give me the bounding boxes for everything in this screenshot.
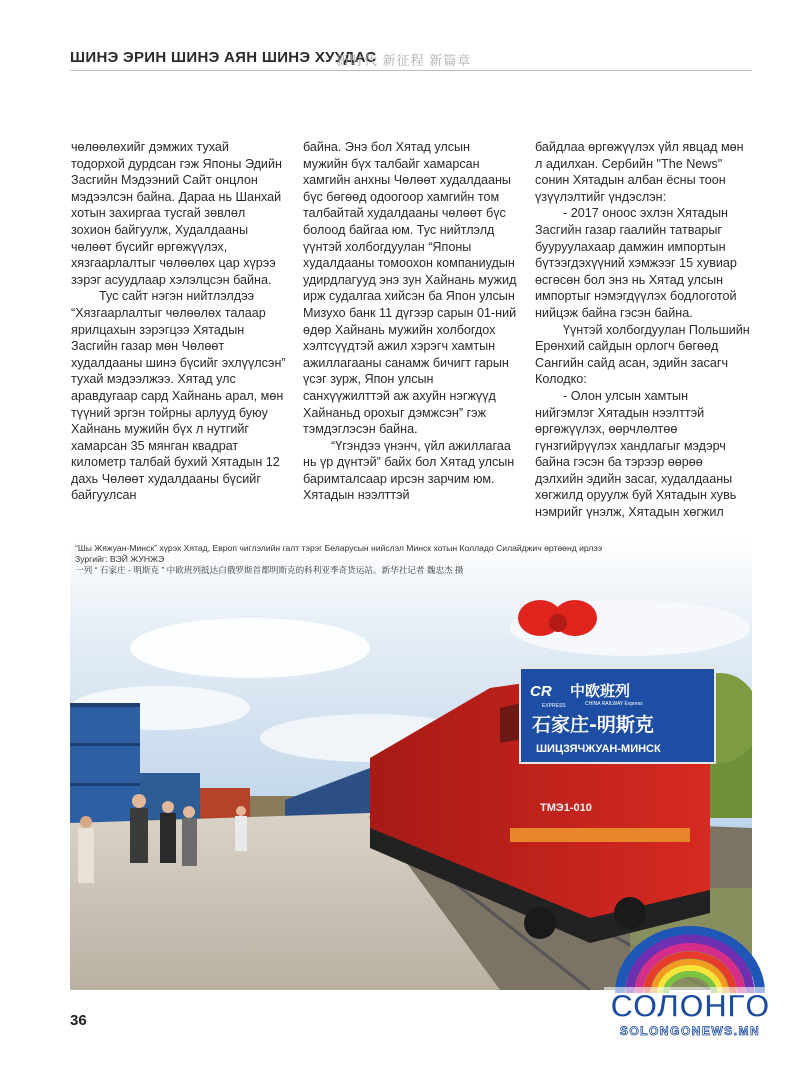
caption-credit: Зургийг: ВЭЙ ЖУНЖЭ [75, 554, 165, 565]
header-title-chinese: 新时代 新征程 新篇章 [336, 53, 472, 68]
paragraph: Тус сайт нэгэн нийтлэлдээ “Хязгаарлалтыг чөлөөлөх талаар ярилцахын зэрэгцээ Хятадын Засгийн газар мөн Чөлөөт худалдааны шинэ бүсийг эхлүүлсэн” тухай мэдээлжээ. Хятад улс аравдугаар сард Хайнань арал, мөн түүний эргэн тойрны арлууд буюу Хайнань мужийн бүх л нутгийг хамарсан 35 мянган квадрат километр талбай бухий Хятадын 12 дахь Чөлөөт худалдааны бүсийг байгуулсан [71, 289, 286, 503]
sign-route-mn: ШИЦЗЯЧЖУАН-МИНСК [536, 743, 661, 755]
paragraph: - Олон улсын хамтын нийгэмлэг Хятадын нээлттэй өргөжүүлэх, өөрчлөлтөө гүнзгийрүүлэх хандлагыг мэдэрч байна гэсэн ба тэрээр өөрөө дэлхийн эдийн засаг, худалдааны хөгжилд оруулж буй Хятадын хувь нэмрийг үнэлж, Хятадын хөгжил [535, 388, 737, 520]
person [182, 818, 197, 866]
header-rule [70, 70, 752, 71]
sign-route-cn: 石家庄-明斯克 [532, 714, 654, 736]
text-column-1 [71, 139, 286, 504]
page-header [70, 48, 753, 70]
photo-caption [75, 543, 745, 577]
train-photo-illustration [70, 538, 752, 990]
sign-brand-en: CHINA RAILWAY Express [585, 701, 643, 707]
rainbow-logo [600, 925, 780, 1045]
person [78, 828, 94, 883]
paragraph: Үүнтэй холбогдуулан Польшийн Ерөнхий сайдын орлогч бөгөөд Сангийн сайд асан, эдийн засагч Колодко: [535, 322, 750, 387]
text-column-3 [535, 139, 750, 521]
cloud [130, 618, 370, 678]
header-title-mongolian: ШИНЭ ЭРИН ШИНЭ АЯН ШИНЭ ХУУДАС [70, 49, 377, 66]
train-photo [70, 538, 752, 990]
solongo-logo [600, 925, 780, 1045]
page-number: 36 [70, 1012, 87, 1029]
logo-brand: СОЛОНГО [610, 988, 770, 1024]
paragraph: чөлөөлөхийг дэмжих тухай тодорхой дурдсан гэж Японы Эдийн Засгийн Мэдээний Сайт онцлон мэдээлсэн байна. Дараа нь Шанхай хотын захиргаа тусгай зөвлөл зохион байгуулж, Худалдааны чөлөөт бүсийг өргөжүүлэх, хязгаарлалтыг чөлөөлөх цар хүрээ зэрэг асуудлаар хэлэлцсэн байна. [71, 140, 282, 287]
wheel [524, 907, 556, 939]
person [235, 816, 247, 851]
loco-number: ТМЭ1-010 [540, 802, 592, 814]
text-column-2 [303, 139, 518, 504]
cr-logo: CR [530, 683, 552, 700]
person [160, 813, 176, 863]
person [130, 808, 148, 863]
express-label: EXPRESS [542, 703, 566, 709]
logo-site: SOLONGONEWS.MN [619, 1024, 761, 1038]
paragraph: “Үгэндээ үнэнч, үйл ажиллагаа нь үр дүнтэй” байх бол Хятад улсын баримталсаар ирсэн зарчим юм. Хятадын нээлттэй [303, 438, 515, 503]
caption-mongolian: “Шы Жяжуан-Минск” хүрэх Хятад, Европ чиглэлийн галт тэрэг Беларусын нийслэл Минск хотын Колладо Силайджич өртөөнд ирлээ [75, 543, 603, 553]
sign-brand-cn: 中欧班列 [570, 682, 631, 700]
paragraph: байна. Энэ бол Хятад улсын мужийн бүх талбайг хамарсан хамгийн анхны Чөлөөт худалдааны бүс бөгөөд одоогоор хамгийн том талбайтай худалдааны чөлөөт бүс болоод байгаа юм. Тус нийтлэлд үүнтэй холбогдуулан “Японы худалдааны томоохон компаниудын удирдлагууд энэ зун Хайнань мужид ирж судалгаа хийсэн ба Япон улсын Мизухо банк 11 дүгээр сарын 01-ний өдөр Хайнань мужийн холбогдох хэлтсүүдтэй ажил хэрэгч хамтын ажиллагааны санамж бичигт гарын үсэг зурж, Япон улсын санхүүжилттэй аж ахуйн нэгжүүд Хайнаньд орохыг дэмжсэн” гэж тэмдэглэсэн байна. [303, 140, 517, 437]
paragraph: байдлаа өргөжүүлэх үйл явцад мөн л адилхан. Сербийн "The News" сонин Хятадын албан ёсны тоон үзүүлэлтийг үндэслэн: [535, 140, 744, 204]
container-stack [70, 703, 140, 823]
caption-chinese: 一列 “ 石家庄 - 明斯克 ” 中欧班列抵达白俄罗斯首都明斯克的科利亚季奇货运站。新华社记者 魏忠杰 摄 [75, 565, 464, 576]
orange-stripe [510, 828, 690, 842]
paragraph: - 2017 оноос эхлэн Хятадын Засгийн газар гаалийн татварыг бууруулахаар дамжин импортын бүтээгдэхүүний хэмжээг 15 хувиар өсгөсөн бол энэ нь Хятад улсын импортыг нэмэгдүүлэх бодлоготой нийцэж байна гэсэн байна. [535, 206, 737, 320]
